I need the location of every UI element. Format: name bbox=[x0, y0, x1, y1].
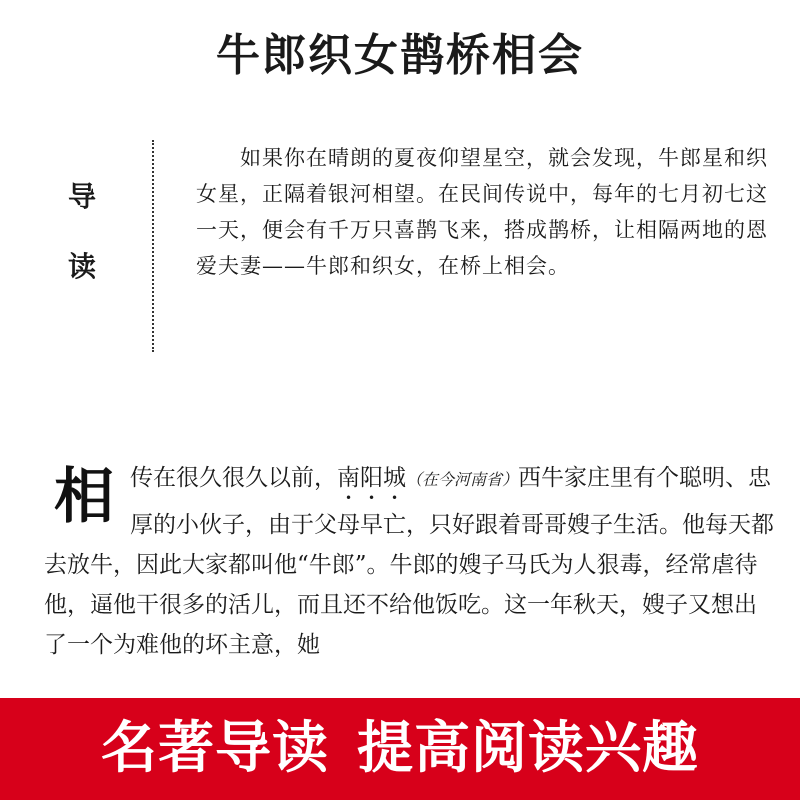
story-text-part-2: 西牛家庄里有个聪明、忠厚的小伙子，由于父母早亡，只好跟着哥哥嫂子生活。他每天都去放牛，因此大家都叫他“牛郎”。牛郎的嫂子马氏为人狠毒，经常虐待他，逼他干很多的活儿，而且还不给他饭吃。这一年秋天，嫂子又想出了一个为难他的坏主意，她 bbox=[44, 465, 774, 658]
promo-banner bbox=[0, 698, 800, 800]
story-place-name: 南阳城 bbox=[337, 465, 406, 491]
page-title: 牛郎织女鹊桥相会 bbox=[216, 30, 584, 81]
guide-paragraph bbox=[196, 140, 780, 284]
story-place-note: （在今河南省） bbox=[406, 470, 519, 489]
banner-text-right: 提高阅读兴趣 bbox=[357, 716, 699, 781]
story-paragraph bbox=[44, 458, 774, 665]
guide-text: 如果你在晴朗的夏夜仰望星空，就会发现，牛郎星和织女星，正隔着银河相望。在民间传说中，每年的七月初七这一天，便会有千万只喜鹊飞来，搭成鹊桥，让相隔两地的恩爱夫妻——牛郎和织女，在桥上相会。 bbox=[196, 146, 768, 278]
drop-cap: 相 bbox=[54, 462, 114, 532]
story-text-part-1: 传在很久很久以前， bbox=[130, 465, 337, 491]
guide-label-second: 读 bbox=[67, 250, 96, 283]
banner-text-left: 名著导读 bbox=[101, 716, 329, 781]
guide-label-first: 导 bbox=[67, 180, 96, 213]
guide-dotted-divider bbox=[152, 140, 154, 352]
